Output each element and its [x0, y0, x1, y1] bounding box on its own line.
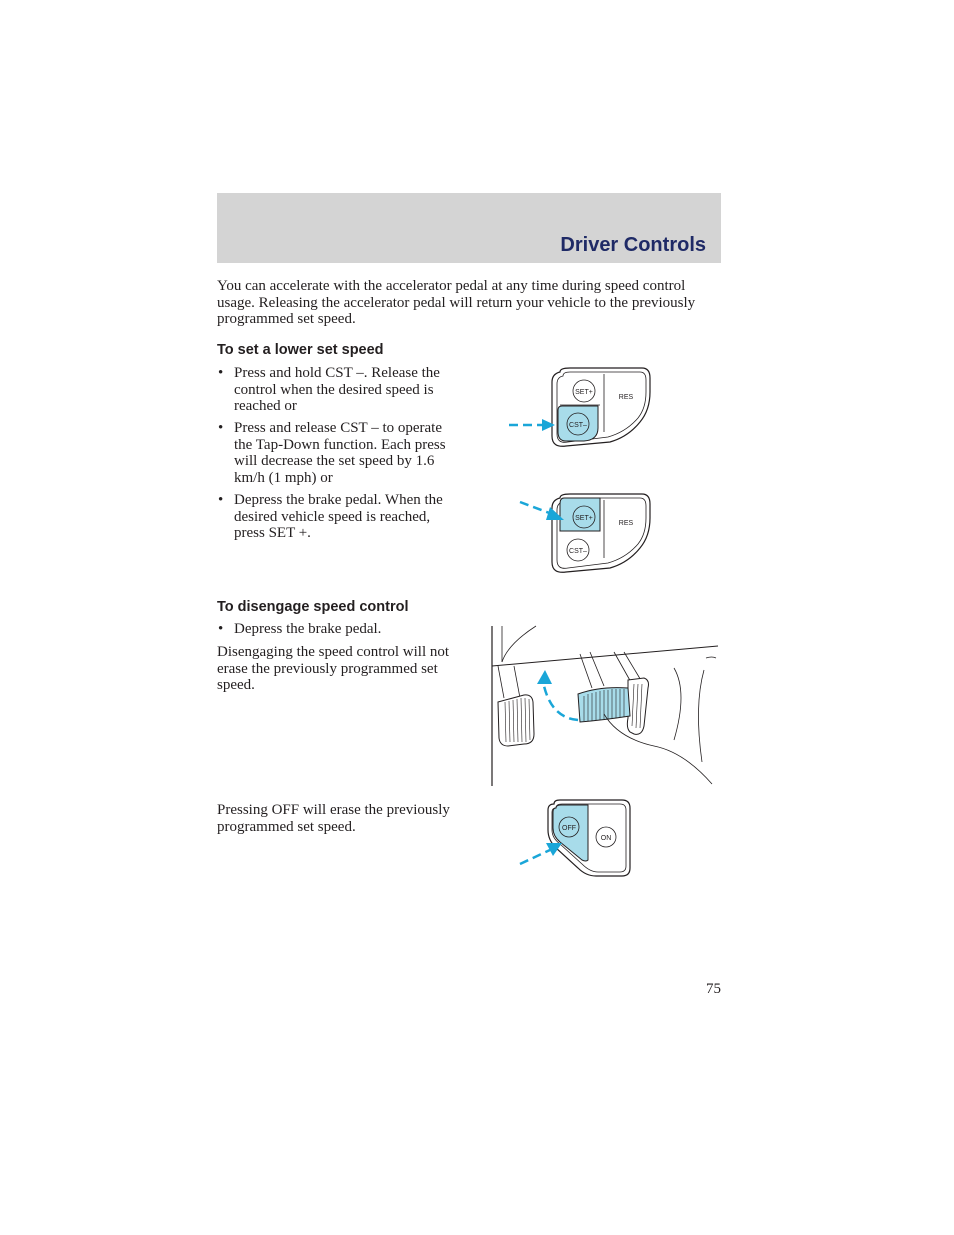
bullet-text: Press and release CST – to operate the Tap-Down function. Each press will decrease the set speed by 1.6 km/h (1 mph) or — [234, 420, 446, 486]
bullet-dot: • — [218, 365, 224, 381]
section-header-band — [217, 193, 721, 263]
arrow-head-icon — [537, 670, 552, 684]
pointer-arrow — [544, 686, 578, 720]
list-item — [217, 621, 464, 638]
list-item — [217, 420, 464, 486]
list-item — [217, 365, 464, 415]
pedal-figure — [488, 622, 720, 788]
page-number: 75 — [706, 981, 721, 997]
bullet-dot: • — [218, 492, 224, 508]
disengage-note: Disengaging the speed control will not erase the previously programmed set speed. — [217, 644, 450, 694]
off-switch-figure — [512, 796, 636, 880]
bullet-dot: • — [218, 420, 224, 436]
cst-switch-figure — [500, 362, 660, 452]
arrow-head-icon — [542, 419, 555, 431]
section-title: Driver Controls — [560, 234, 706, 256]
list-item — [217, 492, 464, 542]
set-label: SET+ — [575, 515, 593, 522]
disengage-heading: To disengage speed control — [217, 599, 409, 615]
set-label: SET+ — [575, 389, 593, 396]
off-label: OFF — [562, 825, 576, 832]
bullet-text: Press and hold CST –. Release the control when the desired speed is reached or — [234, 365, 440, 415]
bullet-text: Depress the brake pedal. — [234, 621, 382, 637]
intro-paragraph: You can accelerate with the accelerator pedal at any time during speed control usage. Releasing the accelerator pedal will return your vehicle to the previously programmed set speed. — [217, 278, 696, 328]
lower-speed-heading: To set a lower set speed — [217, 342, 384, 358]
off-note: Pressing OFF will erase the previously programmed set speed. — [217, 802, 450, 835]
cst-label: CST– — [569, 422, 587, 429]
pointer-arrow — [520, 502, 552, 514]
bullet-text: Depress the brake pedal. When the desired vehicle speed is reached, press SET +. — [234, 492, 443, 542]
cst-label: CST– — [569, 548, 587, 555]
set-switch-figure — [500, 488, 660, 580]
res-label: RES — [618, 520, 634, 527]
on-label: ON — [600, 835, 612, 842]
res-label: RES — [618, 394, 634, 401]
pointer-arrow — [520, 850, 550, 864]
bullet-dot: • — [218, 621, 224, 637]
